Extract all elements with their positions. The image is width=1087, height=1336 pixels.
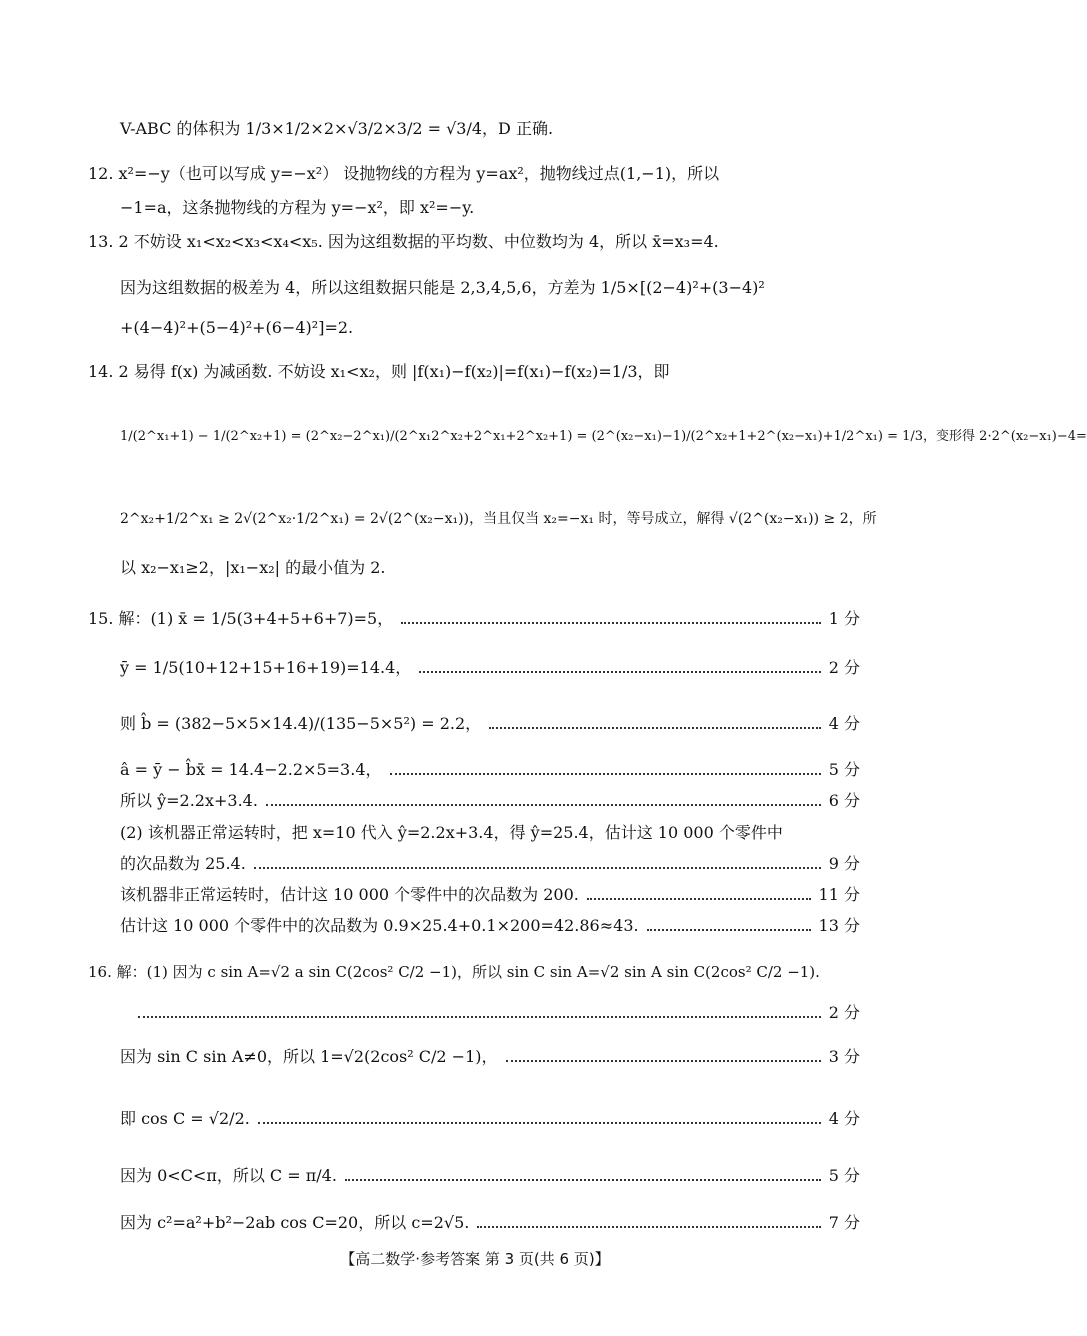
line-q15-5: 所以 ŷ=2.2x+3.4. 6 分 — [120, 791, 860, 810]
line-q15-3: 则 b̂ = (382−5×5×14.4)/(135−5×5²) = 2.2， 4 分 — [120, 714, 860, 733]
line-q13-b: 因为这组数据的极差为 4，所以这组数据只能是 2,3,4,5,6，方差为 1/5×[(2−4)²+(3−4)² — [120, 278, 765, 297]
line-q14-d: 以 x₂−x₁≥2，|x₁−x₂| 的最小值为 2. — [120, 558, 386, 577]
line-q16-1: 16. 解：(1) 因为 c sin A=√2 a sin C(2cos² C/2 −1)，所以 sin C sin A=√2 sin A sin C(2cos² C/2 −1). — [88, 963, 820, 981]
line-q14-b: 1/(2^x₁+1) − 1/(2^x₂+1) = (2^x₂−2^x₁)/(2^x₁2^x₂+2^x₁+2^x₂+1) = (2^(x₂−x₁)−1)/(2^x₂+1+2^(x₂−x₁)+1/2^x₁) = 1/3，变形得 2·2^(x₂−x₁)−4= — [120, 429, 1087, 444]
line-q14-a: 14. 2 易得 f(x) 为减函数. 不妨设 x₁<x₂，则 |f(x₁)−f(x₂)|=f(x₁)−f(x₂)=1/3，即 — [88, 362, 670, 381]
line-q15-1: 15. 解：(1) x̄ = 1/5(3+4+5+6+7)=5， 1 分 — [88, 609, 860, 628]
line-q16-3: 因为 sin C sin A≠0，所以 1=√2(2cos² C/2 −1)， 3 分 — [120, 1047, 860, 1066]
leader-dots — [506, 1060, 821, 1062]
line-q15-9: 估计这 10 000 个零件中的次品数为 0.9×25.4+0.1×200=42.86≈43. 13 分 — [120, 916, 860, 935]
line-q15-4: â = ȳ − b̂x̄ = 14.4−2.2×5=3.4， 5 分 — [120, 760, 860, 779]
line-q16-2: 2 分 — [130, 1001, 860, 1025]
line-q12-b: −1=a，这条抛物线的方程为 y=−x²，即 x²=−y. — [120, 198, 475, 217]
leader-dots — [138, 1016, 821, 1018]
line-q14-c: 2^x₂+1/2^x₁ ≥ 2√(2^x₂·1/2^x₁) = 2√(2^(x₂−x₁))，当且仅当 x₂=−x₁ 时，等号成立，解得 √(2^(x₂−x₁)) ≥ 2，所 — [120, 511, 877, 527]
leader-dots — [258, 1122, 821, 1124]
line-q13-a: 13. 2 不妨设 x₁<x₂<x₃<x₄<x₅. 因为这组数据的平均数、中位数均为 4，所以 x̄=x₃=4. — [88, 232, 719, 251]
line-q12-a: 12. x²=−y（也可以写成 y=−x²） 设抛物线的方程为 y=ax²，抛物线过点(1,−1)，所以 — [88, 164, 720, 183]
leader-dots — [401, 622, 820, 624]
leader-dots — [489, 727, 821, 729]
leader-dots — [419, 671, 820, 673]
line-q16-5: 因为 0<C<π，所以 C = π/4. 5 分 — [120, 1166, 860, 1185]
line-q15-2: ȳ = 1/5(10+12+15+16+19)=14.4， 2 分 — [120, 658, 860, 677]
line-q15-6: (2) 该机器正常运转时，把 x=10 代入 ŷ=2.2x+3.4，得 ŷ=25.4，估计这 10 000 个零件中 — [120, 823, 783, 842]
leader-dots — [647, 929, 811, 931]
line-q13-c: +(4−4)²+(5−4)²+(6−4)²]=2. — [120, 318, 354, 337]
leader-dots — [254, 867, 821, 869]
leader-dots — [477, 1226, 820, 1228]
leader-dots — [587, 898, 811, 900]
line-volume: V-ABC 的体积为 1/3×1/2×2×√3/2×3/2 = √3/4，D 正确. — [120, 119, 554, 138]
leader-dots — [266, 804, 821, 806]
page-footer: 【高二数学·参考答案 第 3 页(共 6 页)】 — [340, 1250, 610, 1268]
line-q16-4: 即 cos C = √2/2. 4 分 — [120, 1109, 860, 1128]
leader-dots — [390, 773, 821, 775]
leader-dots — [345, 1179, 821, 1181]
line-q15-8: 该机器非正常运转时，估计这 10 000 个零件中的次品数为 200. 11 分 — [120, 885, 860, 904]
line-q15-7: 的次品数为 25.4. 9 分 — [120, 854, 860, 873]
line-q16-6: 因为 c²=a²+b²−2ab cos C=20，所以 c=2√5. 7 分 — [120, 1213, 860, 1232]
